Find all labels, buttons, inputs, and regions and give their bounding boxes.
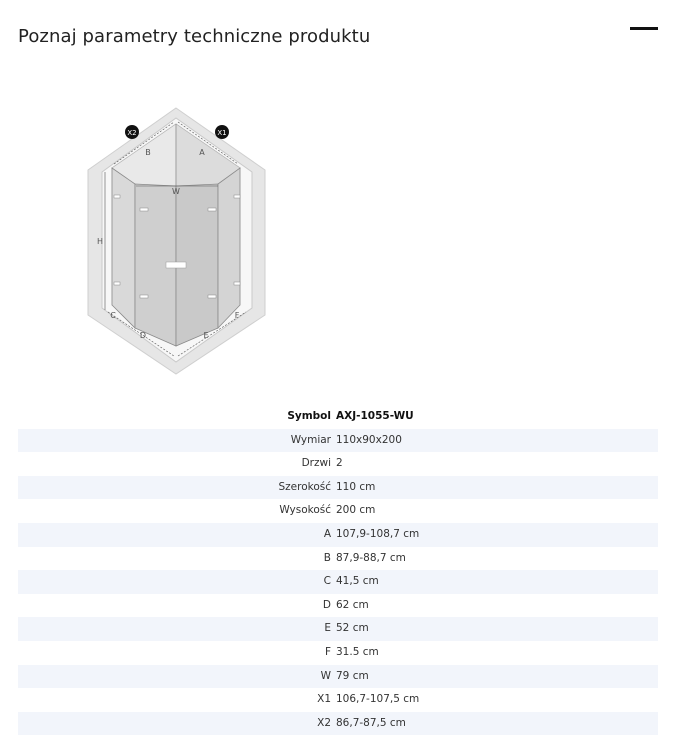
spec-key: Wysokość: [279, 504, 331, 517]
section-title: Poznaj parametry techniczne produktu: [18, 26, 371, 47]
spec-value: 41,5 cm: [336, 575, 379, 588]
spec-key: Symbol: [287, 410, 331, 422]
spec-row-szerokosc: [18, 476, 658, 500]
spec-row-c: [18, 570, 658, 594]
spec-key: X2: [317, 716, 331, 729]
spec-row-x2: [18, 712, 658, 736]
spec-key: Szerokość: [278, 480, 331, 493]
label-f: F: [234, 311, 240, 320]
spec-key: Drzwi: [301, 457, 331, 470]
shower-enclosure-drawing: [80, 100, 280, 380]
spec-value: 87,9-88,7 cm: [336, 551, 406, 564]
label-x2: X2: [127, 129, 137, 137]
label-b: B: [145, 148, 151, 157]
spec-row-a: [18, 523, 658, 547]
label-w: W: [172, 187, 180, 196]
spec-row-wymiar: [18, 429, 658, 453]
spec-key: W: [320, 669, 331, 682]
spec-value: 200 cm: [336, 504, 376, 517]
spec-value: 52 cm: [336, 622, 369, 635]
spec-value: 107,9-108,7 cm: [336, 527, 420, 540]
spec-row-e: [18, 617, 658, 641]
spec-key: D: [322, 598, 331, 611]
spec-value: 31.5 cm: [336, 645, 379, 658]
label-h: H: [96, 237, 104, 246]
label-x1: X1: [217, 129, 227, 137]
spec-row-symbol: [18, 405, 658, 429]
label-c: C: [110, 311, 116, 320]
spec-value: 79 cm: [336, 669, 369, 682]
spec-key: C: [323, 575, 331, 588]
section-header: [0, 0, 676, 70]
product-dimension-diagram: [80, 100, 280, 380]
spec-value: 110x90x200: [336, 433, 402, 446]
spec-key: A: [323, 527, 331, 540]
spec-value: 2: [336, 457, 343, 470]
spec-row-wysokosc: [18, 499, 658, 523]
spec-row-drzwi: [18, 452, 658, 476]
spec-row-x1: [18, 688, 658, 712]
spec-key: F: [324, 645, 331, 658]
spec-table: [18, 405, 658, 735]
spec-row-w: [18, 665, 658, 689]
label-d: D: [139, 331, 147, 340]
spec-row-d: [18, 594, 658, 618]
spec-value: 86,7-87,5 cm: [336, 716, 406, 729]
spec-key: B: [323, 551, 331, 564]
spec-key: E: [324, 622, 331, 635]
spec-value: 110 cm: [336, 480, 376, 493]
minus-icon: [630, 27, 658, 30]
spec-row-f: [18, 641, 658, 665]
collapse-button[interactable]: [630, 18, 660, 40]
spec-value: AXJ-1055-WU: [336, 410, 414, 422]
spec-value: 62 cm: [336, 598, 369, 611]
spec-key: Wymiar: [290, 433, 331, 446]
spec-key: X1: [317, 693, 331, 706]
label-e: E: [203, 331, 209, 340]
label-a: A: [199, 148, 205, 157]
spec-value: 106,7-107,5 cm: [336, 693, 420, 706]
spec-row-b: [18, 547, 658, 571]
